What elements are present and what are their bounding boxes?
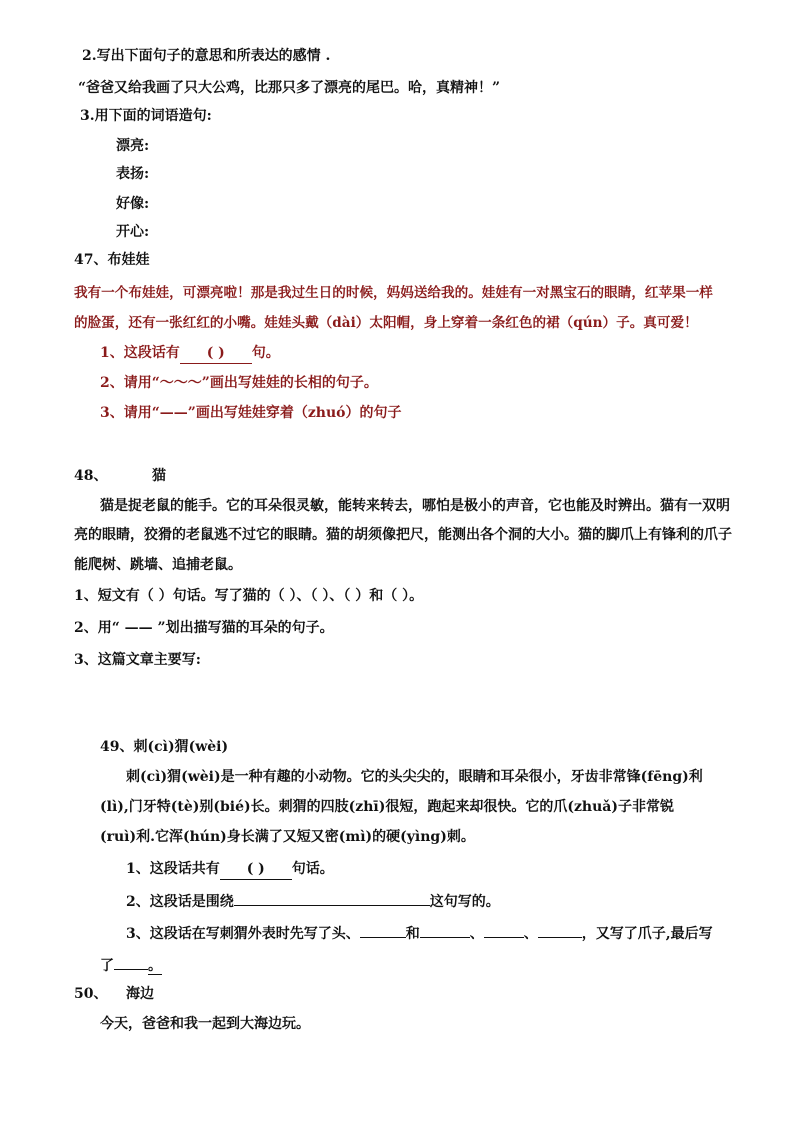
q1-suffix: 句。	[251, 345, 280, 361]
q3-part-e: ，又写了爪子,最后写	[581, 926, 713, 942]
section-49-question-1	[126, 859, 334, 880]
q3-end-suffix: 。	[148, 958, 162, 974]
q3-blank-5[interactable]	[114, 955, 148, 970]
q3-part-d: 、	[523, 926, 538, 942]
section-48-question-3: 3、这篇文章主要写:	[74, 652, 201, 668]
q2-suffix: 这句写的。	[429, 894, 500, 910]
word-2: 表扬:	[116, 166, 150, 182]
q2-prefix: 2、这段话是围绕	[126, 894, 234, 910]
q3-blank-2[interactable]	[420, 923, 470, 938]
section-49-title: 49、刺(cì)猬(wèi)	[100, 739, 229, 755]
q1-prefix: 1、这段话共有	[126, 861, 220, 877]
section-48-question-2: 2、用“ —— ”划出描写猫的耳朵的句子。	[74, 620, 334, 636]
q3-part-c: 、	[469, 926, 484, 942]
q3-part-b: 和	[405, 926, 420, 942]
question-2-title: 2.写出下面句子的意思和所表达的感情 .	[82, 48, 331, 64]
section-47-question-3: 3、请用“——”画出写娃娃穿着（zhuó）的句子	[100, 405, 402, 421]
question-2-quote: “爸爸又给我画了只大公鸡，比那只多了漂亮的尾巴。哈，真精神！”	[78, 80, 501, 96]
section-50-text: 今天，爸爸和我一起到大海边玩。	[100, 1016, 310, 1032]
section-49-para-line-2: (lì),门牙特(tè)别(bié)长。刺猬的四肢(zhī)很短，跑起来却很快。它的爪(zhuǎ)子非常锐	[100, 799, 674, 815]
q3-end-prefix: 了	[100, 958, 114, 974]
section-47-para-line-2: 的脸蛋，还有一张红红的小嘴。娃娃头戴（dài）太阳帽，身上穿着一条红色的裙（qún）子。真可爱！	[74, 315, 698, 331]
q1-suffix: 句话。	[291, 861, 334, 877]
q1-answer-blank[interactable]: ( )	[220, 859, 292, 880]
section-49-para-line-3: (ruì)利.它浑(hún)身长满了又短又密(mì)的硬(yìng)刺。	[100, 829, 475, 845]
section-47-question-2: 2、请用“～～～”画出写娃娃的长相的句子。	[100, 375, 378, 391]
word-1: 漂亮:	[116, 138, 150, 154]
section-47-para-line-1: 我有一个布娃娃，可漂亮啦！那是我过生日的时候，妈妈送给我的。娃娃有一对黑宝石的眼睛，红苹果一样	[74, 285, 713, 301]
section-48-para-line-2: 亮的眼睛，狡猾的老鼠逃不过它的眼睛。猫的胡须像把尺，能测出各个洞的大小。猫的脚爪上有锋利的爪子	[74, 527, 732, 543]
section-49-question-3-continued	[100, 955, 162, 976]
q3-part-a: 3、这段话在写刺猬外表时先写了头、	[126, 926, 360, 942]
q3-blank-3[interactable]	[484, 923, 524, 938]
word-3: 好像:	[116, 196, 150, 212]
q1-answer-blank[interactable]: ( )	[180, 343, 252, 364]
q1-prefix: 1、这段话有	[100, 345, 180, 361]
section-48-number: 48、	[74, 468, 108, 484]
section-50-number: 50、	[74, 986, 108, 1002]
section-49-question-3	[126, 923, 713, 944]
section-49-question-2	[126, 891, 500, 912]
section-50-title: 海边	[126, 986, 154, 1002]
section-48-question-1: 1、短文有（ ）句话。写了猫的（ ）、（ ）、（ ）和（ ）。	[74, 588, 424, 604]
section-49-para-line-1: 刺(cì)猬(wèi)是一种有趣的小动物。它的头尖尖的，眼睛和耳朵很小，牙齿非常锋(fēng)利	[126, 769, 703, 785]
q3-blank-4[interactable]	[538, 923, 582, 938]
word-4: 开心:	[116, 224, 150, 240]
section-48-para-line-3: 能爬树、跳墙、追捕老鼠。	[74, 557, 242, 573]
q2-answer-blank[interactable]	[234, 891, 430, 906]
section-48-title: 猫	[152, 468, 166, 484]
section-47-title: 47、布娃娃	[74, 252, 150, 268]
section-48-para-line-1: 猫是捉老鼠的能手。它的耳朵很灵敏，能转来转去，哪怕是极小的声音，它也能及时辨出。猫有一双明	[100, 498, 730, 514]
section-47-question-1	[100, 343, 280, 364]
q3-blank-1[interactable]	[360, 923, 406, 938]
question-3-title: 3.用下面的词语造句:	[80, 108, 212, 124]
